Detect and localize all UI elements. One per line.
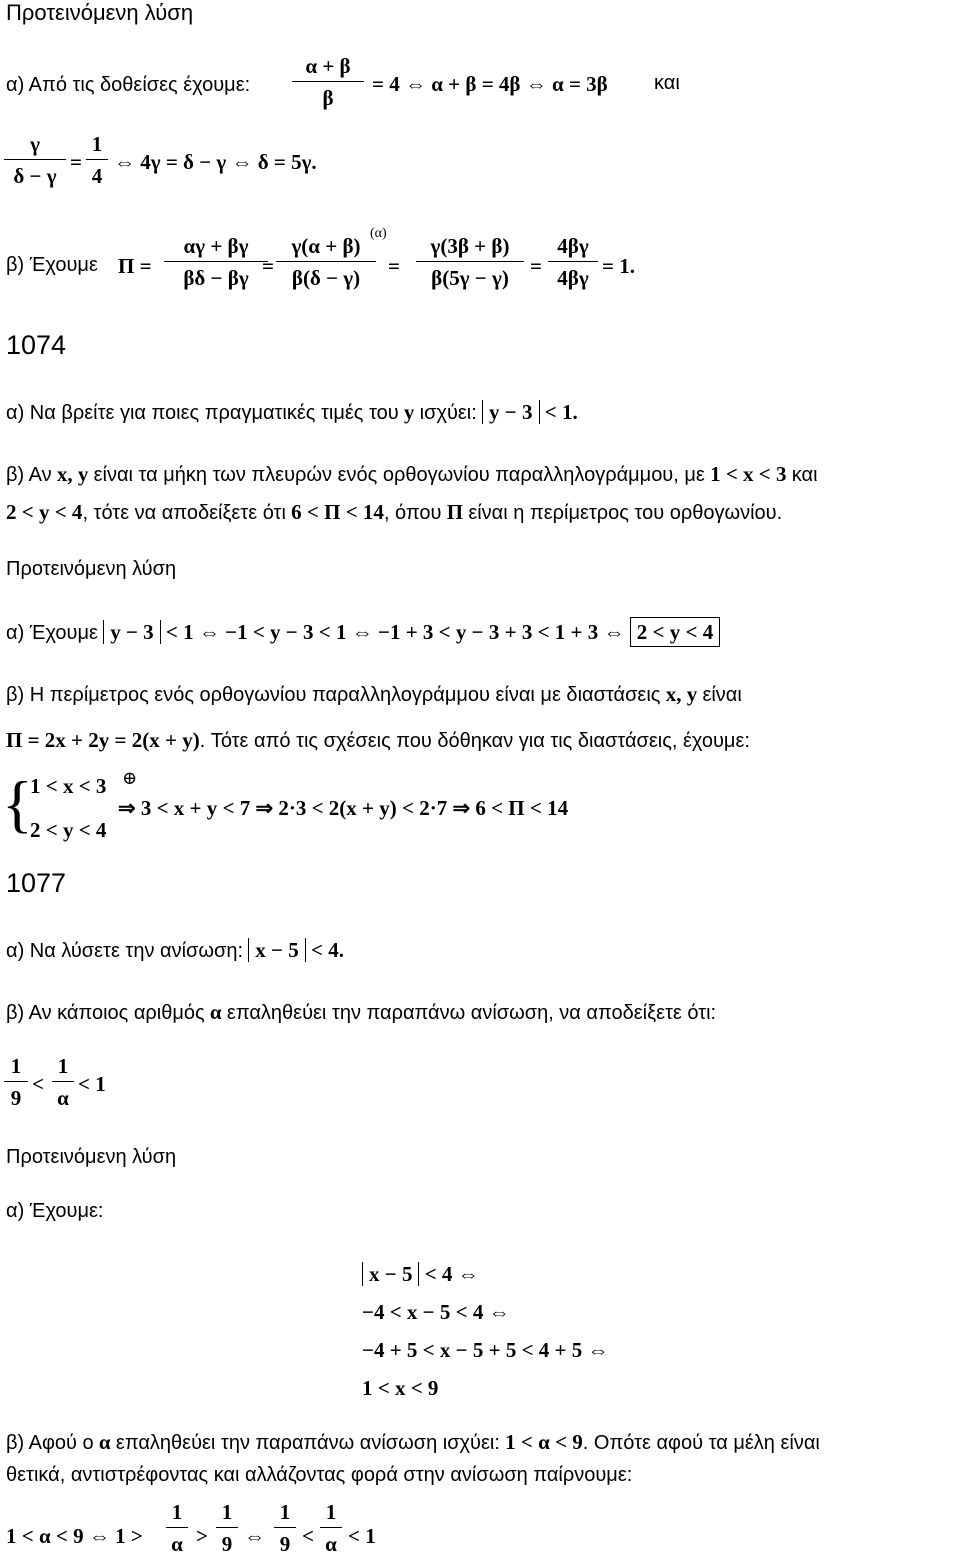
fraction-denominator: α: [325, 1532, 337, 1556]
ex1077-sol-b-text1: β) Αφού ο: [6, 1432, 94, 1454]
ex1077-b-fraction2: [52, 1054, 74, 1111]
fraction-denominator: 9: [10, 1086, 22, 1110]
final-lt: <: [302, 1524, 314, 1548]
fraction-numerator: 1: [279, 1500, 291, 1524]
ex1074-a-var: y: [403, 400, 415, 424]
final-fraction1: [166, 1500, 188, 1557]
prev-a-and: και: [654, 72, 680, 94]
ex1074-b-pi: Π: [446, 500, 464, 524]
ex1074-b-text1: β) Αν: [6, 464, 52, 486]
solution-heading-1074: Προτεινόμενη λύση: [6, 558, 177, 580]
ex1077-a-line: [6, 938, 344, 963]
ex1077-sol-a-intro: α) Έχουμε:: [6, 1200, 104, 1222]
ex1077-sol-b-ineq: 1 < α < 9: [505, 1430, 583, 1454]
ex1074-sol-b-text3: . Τότε από τις σχέσεις που δόθηκαν για τις διαστάσεις, έχουμε:: [199, 730, 750, 752]
solution-heading-1077: Προτεινόμενη λύση: [6, 1146, 177, 1168]
fraction-denominator: β: [322, 86, 334, 110]
ex1077-step-4: 1 < x < 9: [362, 1376, 439, 1400]
ex1077-b-lt1: <: [32, 1072, 44, 1096]
ex1074-a-tail: < 1.: [544, 400, 578, 424]
fraction-denominator: 4βγ: [557, 266, 589, 290]
ex1077-b-fraction1: [4, 1054, 28, 1111]
ex1074-sol-a-intro: α) Έχουμε: [6, 622, 98, 644]
fraction-numerator: γ(α + β): [291, 234, 361, 258]
ex1077-step1-abs: x − 5: [362, 1262, 419, 1286]
ex1077-b-var: α: [209, 1000, 222, 1024]
ex1074-b-text3: , τότε να αποδείξετε ότι: [82, 502, 286, 524]
ex1074-b-line1: [6, 462, 818, 487]
ex1074-sol-b-vars: x, y: [665, 682, 698, 706]
ex1074-sol-b-text1: β) Η περίμετρος ενός ορθογωνίου παραλληλογράμμου είναι με διαστάσεις: [6, 684, 661, 706]
fraction-numerator: 1: [57, 1054, 69, 1078]
fraction-numerator: 1: [325, 1500, 337, 1524]
fraction-denominator: β(5γ − γ): [431, 266, 509, 290]
final-start: 1 < α < 9 ⇔ 1 >: [6, 1524, 143, 1548]
final-end: < 1: [348, 1524, 376, 1548]
fraction-numerator: γ: [30, 132, 40, 156]
ex1074-sol-a-abs: y − 3: [103, 620, 160, 644]
prev-b-eq2: =: [388, 254, 400, 278]
prev-a-line: [6, 72, 250, 97]
prev-a2-rest: ⇔ 4γ = δ − γ ⇔ δ = 5γ.: [114, 150, 317, 174]
ex1074-a-abs: y − 3: [482, 400, 539, 424]
ex1077-step-2: −4 < x − 5 < 4 ⇔: [362, 1300, 510, 1324]
prev-b-end: = 1.: [602, 254, 635, 278]
ex1074-a-mid: ισχύει:: [419, 402, 477, 424]
ex1074-b-line2: [6, 500, 782, 525]
ex1077-a-abs: x − 5: [248, 938, 305, 962]
ex1074-sol-b-line1: [6, 682, 742, 707]
ex1074-a-text: α) Να βρείτε για ποιες πραγματικές τιμές του: [6, 402, 399, 424]
solution-heading-1: Προτεινόμενη λύση: [6, 0, 194, 25]
final-gt: >: [196, 1524, 208, 1548]
ex1074-b-text4: , όπου: [383, 502, 442, 524]
ex1077-sol-b-line1: [6, 1430, 820, 1455]
exercise-number-1074: 1074: [6, 330, 67, 360]
system-brace: {: [2, 768, 33, 839]
prev-a2-eq: =: [70, 150, 82, 174]
prev-b-eq3: =: [530, 254, 542, 278]
ex1074-sol-b-perimeter: Π = 2x + 2y = 2(x + y): [6, 728, 200, 752]
ex1074-b-text2: είναι τα μήκη των πλευρών ενός ορθογωνίου παραλληλογράμμου, με: [93, 464, 705, 486]
fraction-numerator: 1: [221, 1500, 233, 1524]
ex1074-a-line: [6, 400, 578, 425]
ex1077-step-3: −4 + 5 < x − 5 + 5 < 4 + 5 ⇔: [362, 1338, 609, 1362]
system-result: ⇒ 3 < x + y < 7 ⇒ 2·3 < 2(x + y) < 2·7 ⇒ 6 < Π < 14: [118, 796, 569, 820]
prev-b-fraction1: [164, 234, 268, 291]
ex1074-b-claim: 6 < Π < 14: [291, 500, 384, 524]
prev-b-pi: Π =: [118, 254, 152, 278]
prev-b-intro: β) Έχουμε: [6, 254, 98, 276]
ex1077-sol-b-text2: επαληθεύει την παραπάνω ανίσωση ισχύει:: [115, 1432, 500, 1454]
ex1077-sol-b-var: α: [98, 1430, 111, 1454]
fraction-numerator: 1: [10, 1054, 22, 1078]
ex1074-sol-b-text2: είναι: [702, 684, 742, 706]
fraction-denominator: β(δ − γ): [291, 266, 361, 290]
fraction-numerator: γ(3β + β): [430, 234, 510, 258]
system-line-1: 1 < x < 3: [30, 774, 107, 798]
final-fraction4: [320, 1500, 342, 1557]
prev-a-fraction: [292, 54, 364, 111]
ex1077-b-lt2: < 1: [78, 1072, 106, 1096]
ex1077-sol-b-text3: . Οπότε αφού τα μέλη είναι: [582, 1432, 820, 1454]
ex1074-sol-a-line: [6, 620, 720, 645]
ex1074-b-text5: είναι η περίμετρος του ορθογωνίου.: [468, 502, 783, 524]
final-iff: ⇔: [244, 1524, 265, 1548]
ex1074-b-vars: x, y: [56, 462, 89, 486]
ex1074-sol-a-chain: < 1 ⇔ −1 < y − 3 < 1 ⇔ −1 + 3 < y − 3 + 3 < 1 + 3 ⇔: [165, 620, 625, 644]
final-fraction3: [274, 1500, 296, 1557]
fraction-denominator: δ − γ: [13, 164, 57, 188]
fraction-denominator: α: [57, 1086, 69, 1110]
ex1077-step1-tail: < 4 ⇔: [424, 1262, 479, 1286]
ex1074-sol-a-boxed-result: 2 < y < 4: [630, 617, 720, 647]
fraction-denominator: 9: [221, 1532, 233, 1556]
fraction-numerator: 1: [171, 1500, 183, 1524]
ex1074-sol-b-line2: [6, 728, 750, 753]
final-fraction2: [216, 1500, 238, 1557]
prev-b-fraction2: [276, 234, 376, 291]
exercise-number-1077: 1077: [6, 868, 67, 898]
fraction-denominator: α: [171, 1532, 183, 1556]
fraction-numerator: 1: [91, 132, 103, 156]
fraction-numerator: αγ + βγ: [183, 234, 249, 258]
prev-a2-fraction2: [86, 132, 108, 189]
system-line-2: 2 < y < 4: [30, 818, 107, 842]
prev-b-eq1: =: [262, 254, 274, 278]
system-plus: ⊕: [122, 768, 138, 788]
fraction-numerator: 4βγ: [557, 234, 589, 258]
ex1074-b-and: και: [791, 464, 818, 486]
fraction-numerator: α + β: [305, 54, 351, 78]
prev-b-eq2-label: (α): [370, 226, 387, 241]
ex1077-step-1: [362, 1262, 479, 1287]
ex1077-a-tail: < 4.: [310, 938, 344, 962]
prev-b-fraction3: [416, 234, 524, 291]
fraction-denominator: βδ − βγ: [183, 266, 249, 290]
fraction-denominator: 9: [279, 1532, 291, 1556]
ex1074-b-ineq2: 2 < y < 4: [6, 500, 83, 524]
prev-b-fraction4: [548, 234, 598, 291]
prev-a-intro: α) Από τις δοθείσες έχουμε:: [6, 74, 251, 96]
ex1074-b-ineq1: 1 < x < 3: [710, 462, 787, 486]
ex1077-b-text2: επαληθεύει την παραπάνω ανίσωση, να αποδείξετε ότι:: [226, 1002, 717, 1024]
prev-a-rest: = 4 ⇔ α + β = 4β ⇔ α = 3β: [372, 72, 608, 96]
ex1077-a-text: α) Να λύσετε την ανίσωση:: [6, 940, 244, 962]
prev-a2-fraction: [4, 132, 66, 189]
ex1077-b-text1: β) Αν κάποιος αριθμός: [6, 1002, 205, 1024]
ex1077-b-line: [6, 1000, 716, 1025]
ex1077-sol-b-line2: θετικά, αντιστρέφοντας και αλλάζοντας φορά στην ανίσωση παίρνουμε:: [6, 1464, 633, 1486]
fraction-denominator: 4: [91, 164, 103, 188]
